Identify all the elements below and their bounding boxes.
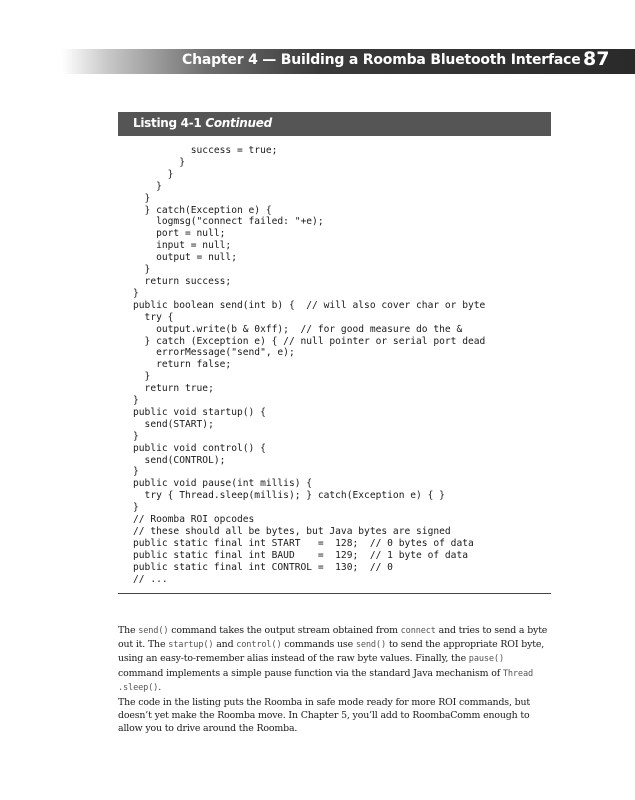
paragraph-text: to send the appropriate ROI byte, using an easy-to-remember alias instead of the raw byte values. Finally, the: [118, 639, 545, 665]
code-line: }: [133, 466, 139, 478]
body-paragraph-2: The code in the listing puts the Roomba in safe mode ready for more ROI commands, but doesn’t yet make the Roomba move. In Chapter 5, you’ll add to RoombaComm enough to allow you to drive around the Roomba.: [118, 697, 530, 735]
code-line: } catch(Exception e) {: [133, 204, 272, 216]
listing-continued: Continued: [205, 116, 272, 130]
paragraph-text: The: [118, 625, 139, 636]
code-line: } catch (Exception e) { // null pointer or serial port dead: [133, 335, 486, 347]
code-line: success = true;: [133, 145, 278, 156]
code-line: return success;: [133, 275, 232, 287]
listing-bottom-rule: [118, 593, 551, 594]
code-line: input = null;: [133, 240, 232, 252]
paragraph-text: and tries to send a byte out it. The: [118, 625, 548, 651]
code-line: logmsg("connect failed: "+e);: [133, 216, 324, 228]
code-line: }: [133, 156, 185, 168]
code-line: public void control() {: [133, 442, 266, 454]
code-line: }: [133, 371, 151, 383]
code-line: }: [133, 180, 162, 192]
code-line: }: [133, 430, 139, 442]
page-number: 87: [583, 48, 610, 70]
inline-code: connect: [400, 626, 436, 636]
listing-title: [133, 116, 272, 130]
code-line: try {: [133, 311, 174, 323]
paragraph-text: command implements a simple pause function via the standard Java mechanism of: [118, 667, 503, 679]
code-line: try { Thread.sleep(millis); } catch(Exception e) { }: [133, 490, 445, 502]
code-line: }: [133, 395, 139, 407]
code-line: public static final int START = 128; // 0 bytes of data: [133, 537, 474, 549]
code-line: // these should all be bytes, but Java bytes are signed: [133, 526, 451, 537]
paragraph-text: .: [158, 681, 162, 693]
code-line: public void startup() {: [133, 406, 266, 418]
chapter-title: Chapter 4 — Building a Roomba Bluetooth Interface: [182, 52, 581, 68]
code-line: public static final int BAUD = 129; // 1 byte of data: [133, 549, 469, 561]
code-line: output.write(b & 0xff); // for good measure do the &: [133, 323, 463, 335]
code-line: }: [133, 168, 174, 180]
inline-code: startup(): [168, 640, 214, 651]
code-line: port = null;: [133, 228, 226, 240]
code-line: output = null;: [133, 252, 237, 264]
code-line: return true;: [133, 383, 214, 395]
code-line: }: [133, 287, 139, 299]
paragraph-text: command takes the output stream obtained from: [168, 625, 401, 636]
inline-code: send(): [138, 626, 169, 636]
code-listing: [133, 145, 485, 586]
code-line: public static final int CONTROL = 130; // 0: [133, 561, 393, 573]
code-line: }: [133, 502, 139, 514]
code-line: // ...: [133, 573, 168, 585]
inline-code: pause(): [468, 654, 504, 665]
code-line: send(CONTROL);: [133, 454, 226, 466]
code-line: }: [133, 192, 151, 204]
body-paragraph-1: [118, 624, 551, 695]
code-line: // Roomba ROI opcodes: [133, 514, 255, 526]
code-line: send(START);: [133, 418, 214, 430]
code-line: errorMessage("send", e);: [133, 347, 295, 359]
listing-label: Listing 4-1: [133, 116, 202, 130]
inline-code: Thread .sleep(): [118, 668, 533, 693]
code-line: public void pause(int millis) {: [133, 478, 313, 490]
paragraph-text: commands use: [281, 639, 356, 651]
paragraph-text: and: [213, 639, 237, 651]
code-line: return false;: [133, 359, 232, 371]
inline-code: control(): [236, 640, 282, 651]
code-line: }: [133, 264, 151, 276]
code-line: public boolean send(int b) { // will also cover char or byte: [133, 299, 486, 311]
inline-code: send(): [355, 640, 386, 651]
